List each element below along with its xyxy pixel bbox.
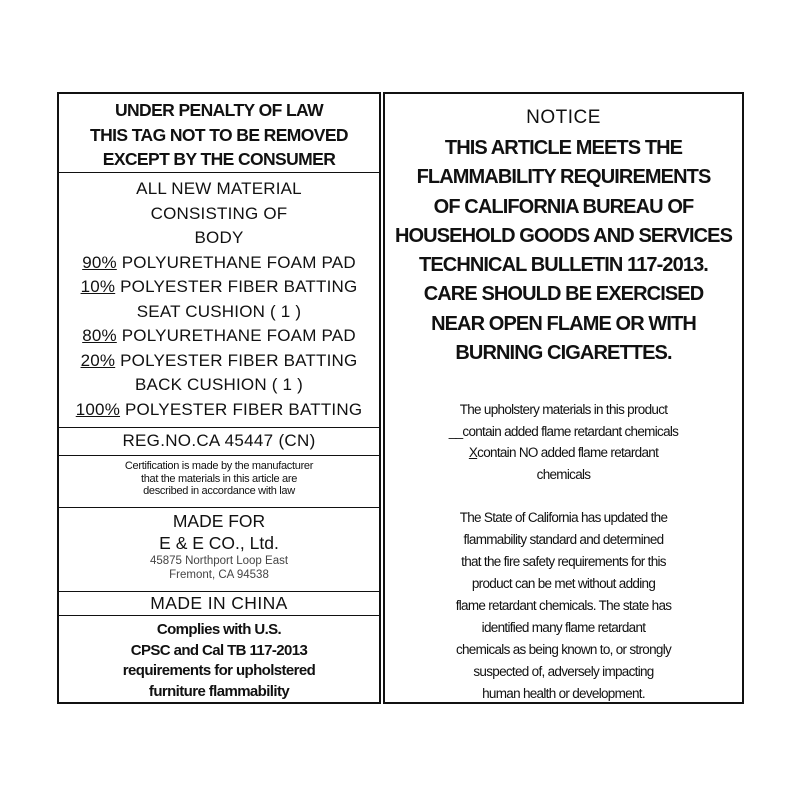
notice-line: OF CALIFORNIA BUREAU OF (433, 195, 694, 218)
material-name: POLYESTER FIBER BATTING (124, 399, 363, 419)
material-name: POLYESTER FIBER BATTING (120, 350, 358, 370)
address-line: 45875 Northport Loop East (149, 555, 289, 567)
state-statement-line: that the fire safety requirements for this (461, 554, 666, 569)
state-statement (385, 507, 742, 705)
notice-line: FLAMMABILITY REQUIREMENTS (416, 166, 711, 189)
material-name: POLYESTER FIBER BATTING (120, 277, 358, 296)
law-label-tag (57, 92, 746, 708)
material-percent: 20% (80, 350, 116, 370)
group-title-body: BODY (194, 228, 244, 247)
notice-body (385, 134, 742, 368)
certification-line: that the materials in this article are (140, 472, 298, 485)
compliance-statement (59, 616, 379, 702)
chemicals-intro: The upholstery materials in this product (459, 402, 668, 417)
materials-intro-line: CONSISTING OF (150, 203, 288, 223)
material-row (59, 349, 379, 374)
material-name: POLYURETHANE FOAM PAD (121, 252, 356, 272)
compliance-line: furniture flammability (148, 682, 290, 700)
certification-statement (59, 456, 379, 508)
material-name: POLYURETHANE FOAM PAD (121, 326, 356, 345)
country-of-origin (59, 592, 379, 616)
chemicals-option-no (385, 442, 742, 464)
notice-line: HOUSEHOLD GOODS AND SERVICES (394, 224, 733, 247)
material-percent: 90% (82, 252, 117, 272)
address-line: Fremont, CA 94538 (169, 569, 269, 581)
checkbox-mark-x: X (468, 445, 478, 460)
material-row (59, 398, 379, 423)
material-row (59, 324, 379, 349)
origin-text: MADE IN CHINA (150, 593, 288, 613)
state-statement-line: human health or development. (482, 686, 645, 701)
penalty-line: THIS TAG NOT TO BE REMOVED (90, 124, 348, 145)
notice-heading: NOTICE (526, 107, 601, 128)
notice-line: CARE SHOULD BE EXERCISED (423, 283, 704, 306)
state-statement-line: The State of California has updated the (459, 510, 668, 525)
material-row (59, 251, 379, 276)
state-statement-line: flame retardant chemicals. The state has (455, 598, 672, 613)
right-panel (383, 92, 744, 704)
notice-line: THIS ARTICLE MEETS THE (444, 137, 683, 159)
materials-intro-line: ALL NEW MATERIAL (136, 179, 302, 198)
compliance-line: Complies with U.S. (156, 621, 282, 638)
state-statement-line: chemicals as being known to, or strongly (455, 642, 672, 657)
penalty-notice (59, 94, 379, 173)
penalty-line: EXCEPT BY THE CONSUMER (102, 149, 336, 169)
state-statement-line: flammability standard and determined (463, 532, 664, 547)
company-name: E & E CO., Ltd. (159, 533, 279, 553)
material-row (59, 275, 379, 300)
notice-line: NEAR OPEN FLAME OR WITH (431, 312, 696, 335)
state-statement-line: product can be met without adding (471, 576, 656, 591)
made-for-section (59, 508, 379, 592)
compliance-line: requirements for upholstered (122, 662, 316, 679)
penalty-line: UNDER PENALTY OF LAW (114, 100, 324, 120)
reg-no-text: REG.NO.CA 45447 (CN) (122, 431, 316, 450)
group-title-seat-cushion: SEAT CUSHION ( 1 ) (136, 301, 302, 321)
chemicals-disclosure (385, 399, 742, 485)
chemicals-option-contain (385, 421, 742, 443)
chemicals-option-text: contain NO added flame retardant (477, 445, 659, 460)
materials-section (59, 173, 379, 428)
left-panel (57, 92, 381, 704)
certification-line: Certification is made by the manufacturer (124, 460, 314, 472)
group-title-back-cushion: BACK CUSHION ( 1 ) (135, 375, 303, 394)
material-percent: 100% (75, 399, 121, 419)
state-statement-line: suspected of, adversely impacting (473, 664, 654, 679)
registration-number (59, 428, 379, 456)
made-for-label: MADE FOR (172, 511, 266, 531)
checkbox-mark-empty: __ (448, 423, 463, 439)
compliance-line: CPSC and Cal TB 117-2013 (130, 641, 308, 659)
notice-line: TECHNICAL BULLETIN 117-2013. (419, 254, 708, 277)
material-percent: 10% (80, 277, 116, 296)
chemicals-option-text: contain added flame retardant chemicals (462, 423, 679, 439)
notice-line: BURNING CIGARETTES. (455, 342, 672, 365)
state-statement-line: identified many flame retardant (481, 620, 646, 635)
certification-line: described in accordance with law (143, 485, 295, 497)
chemicals-option-continued: chemicals (536, 466, 591, 482)
material-percent: 80% (82, 326, 117, 345)
